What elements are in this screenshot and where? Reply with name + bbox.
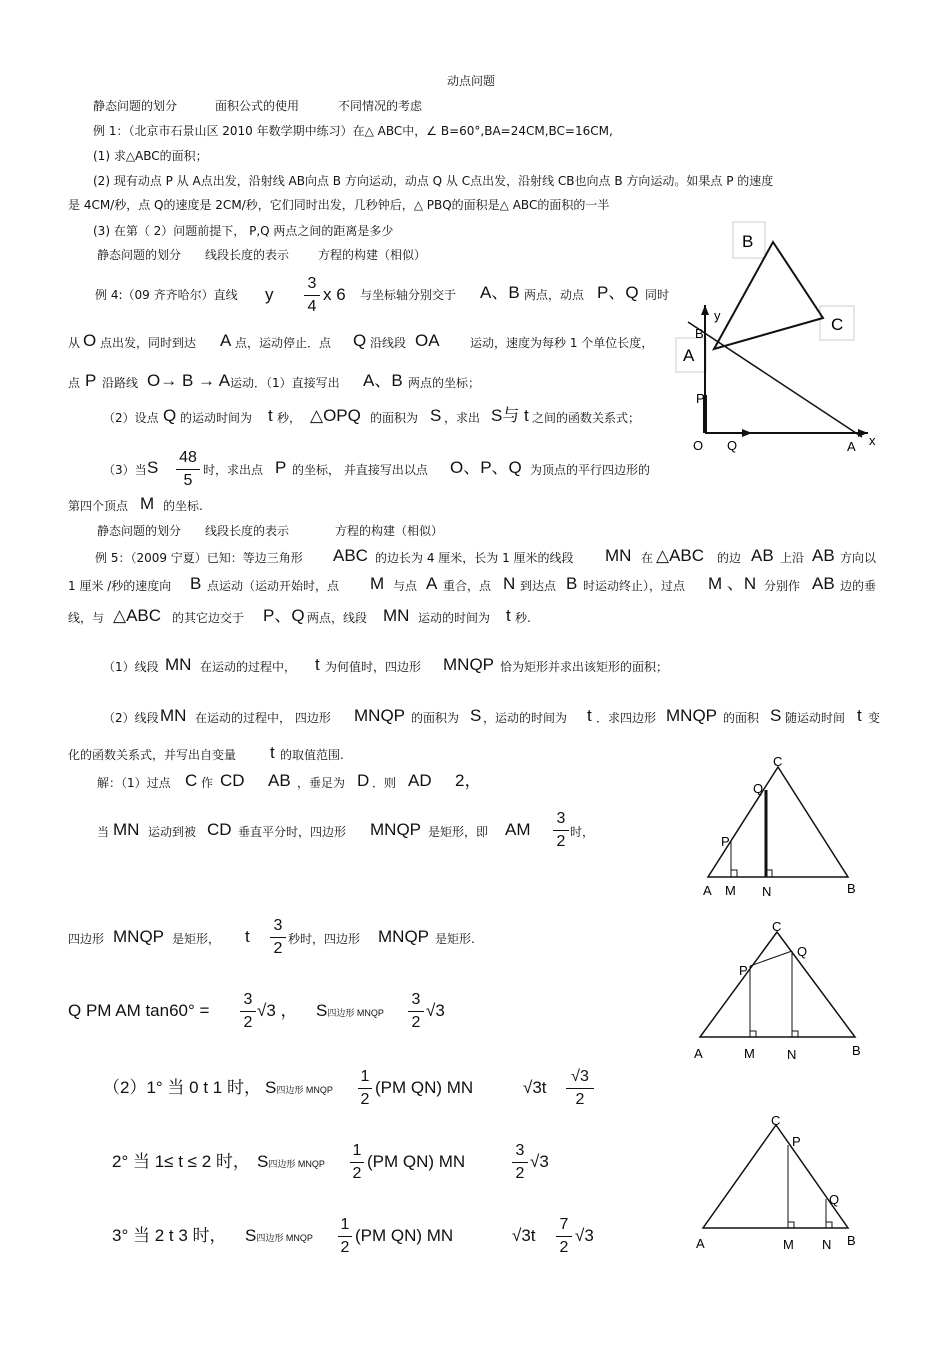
ex1-q3: (3) 在第（ 2）问题前提下， P,Q 两点之间的距离是多少 — [93, 224, 394, 238]
sol-s1b: 作 — [201, 776, 214, 790]
sol-c3-half: 1 2 — [338, 1215, 352, 1258]
ex5-q2j: 的取值范围. — [280, 748, 344, 762]
ex5-q2i: 化的函数关系式，并写出自变量 — [68, 748, 237, 762]
ex4-l1d: 同时 — [645, 288, 670, 302]
sol-s2b: 运动到被 — [148, 825, 197, 839]
ex4-P2: P — [275, 458, 287, 477]
fig4-label-Q: Q — [727, 438, 738, 453]
ex5-q2f: 的面积 — [723, 711, 760, 725]
ex4-l3c: 运动．（1）直接写出 — [230, 376, 340, 390]
sol-t: t — [245, 927, 250, 946]
ex4-l1a: 例 4:（09 齐齐哈尔）直线 — [95, 288, 238, 302]
sol-s3d: 是矩形. — [435, 932, 475, 946]
sol-s3c: 秒时，四边形 — [288, 932, 361, 946]
ex4-l3a: 点 — [68, 376, 81, 390]
sol-c2-frac: 3 2 — [512, 1141, 528, 1184]
sol-D: D — [357, 771, 370, 790]
ex5-q2c: 的面积为 — [411, 711, 460, 725]
sol-s2e: 时， — [570, 825, 595, 839]
ex4-frac-48-5: 48 5 — [176, 448, 200, 491]
ex5-l2f: 时运动终止），过点 — [583, 579, 686, 593]
ex5-triABC2: △ABC — [113, 606, 162, 625]
fig4-label-C: C — [831, 315, 844, 334]
fig5a-label-N: N — [762, 884, 772, 899]
sol-c1a: （2）1° 当 0 t 1 时， — [103, 1078, 261, 1097]
ex5-l2d: 重合，点 — [443, 579, 492, 593]
ex5-l2c: 与点 — [393, 579, 418, 593]
ex4-l2e: 运动，速度为每秒 1 个单位长度， — [470, 336, 654, 350]
sol-s2c: 垂直平分时，四边形 — [238, 825, 347, 839]
sol-c1b: (PM QN) MN — [375, 1078, 474, 1097]
ex5-l2e: 到达点 — [520, 579, 557, 593]
sol-s2a: 当 — [97, 825, 110, 839]
ex5-q1c: 为何值时，四边形 — [325, 660, 422, 674]
ex5-q1a: （1）线段 — [103, 660, 159, 674]
ex5-MN2: M 、N — [708, 574, 757, 593]
ex5-t: t — [506, 606, 511, 625]
fig5c-label-C: C — [771, 1113, 781, 1128]
ex5-l1f: 方向以 — [840, 551, 877, 565]
ex4-l3b: 沿路线 — [102, 376, 139, 390]
ex4-S: S — [430, 406, 442, 425]
ex4-OA: OA — [415, 331, 440, 350]
sol-s2d: 是矩形，即 — [428, 825, 489, 839]
ex5-q2t2: t — [857, 706, 862, 725]
sol-c2-half: 1 2 — [350, 1141, 364, 1184]
topic-3-c: 方程的构建（相似） — [335, 524, 444, 538]
sol-s3b: 是矩形， — [172, 932, 221, 946]
fig4-label-O: O — [693, 438, 704, 453]
ex4-x6: x 6 — [323, 285, 346, 304]
fig4-label-y: y — [714, 308, 721, 323]
ex1-q2b: 是 4CM/秒，点 Q的速度是 2CM/秒，它们同时出发，几秒钟后，△ PBQ的面积是△ ABC的面积的一半 — [68, 198, 610, 212]
ex5-PQ: P、Q — [263, 606, 305, 625]
ex4-t: t — [268, 406, 273, 425]
fig5a-label-Q: Q — [753, 781, 764, 796]
fig5b-label-Q: Q — [797, 944, 808, 959]
ex4-l4c: 秒， — [277, 411, 302, 425]
ex5-q2MNQP: MNQP — [354, 706, 405, 725]
topic-1-a: 静态问题的划分 — [93, 99, 178, 113]
fig5b-label-B: B — [852, 1043, 861, 1058]
sol-MNQP3: MNQP — [378, 927, 429, 946]
fig5b-label-A: A — [694, 1046, 703, 1061]
topic-3-b: 线段长度的表示 — [205, 524, 290, 538]
ex5-q1MNQP: MNQP — [443, 655, 494, 674]
ex5-l3c: 两点，线段 — [307, 611, 368, 625]
ex5-ABC: ABC — [333, 546, 368, 565]
ex5-q2S2: S — [770, 706, 782, 725]
ex5-l1c: 在 — [641, 551, 654, 565]
sol-CD2: CD — [207, 820, 232, 839]
ex4-l5a: （3）当 — [103, 463, 147, 477]
fig4-label-x: x — [869, 433, 876, 448]
ex5-B2: B — [566, 574, 578, 593]
ex4-l2c: 点，运动停止．点 — [235, 336, 332, 350]
ex5-q2MN: MN — [160, 706, 187, 725]
ex5-l1d: 的边 — [717, 551, 742, 565]
fig5c-label-M: M — [783, 1237, 794, 1252]
sol-c2c: √3 — [530, 1152, 549, 1171]
sol-eq1c: √3 — [426, 1001, 445, 1020]
ex5-q2g: 随运动时间 — [785, 711, 846, 725]
ex5-l1a: 例 5：（2009 宁夏）已知：等边三角形 — [95, 551, 303, 565]
ex4-l4f: 之间的函数关系式； — [532, 411, 641, 425]
fig4-label-B: B — [695, 326, 704, 341]
ex4-Q2: Q — [163, 406, 177, 425]
ex4-l5d: 为顶点的平行四边形的 — [530, 463, 651, 477]
ex5-q2S: S — [470, 706, 482, 725]
sol-two: 2， — [455, 771, 482, 790]
ex5-MN: MN — [605, 546, 632, 565]
sol-c3-frac: 7 2 — [556, 1215, 572, 1258]
ex4-l6b: 的坐标. — [163, 499, 203, 513]
ex4-l4e: ，求出 — [444, 411, 481, 425]
topic-1-c: 不同情况的考虑 — [338, 99, 423, 113]
fig5a-label-A: A — [703, 883, 712, 898]
sol-s1c: ，垂足为 — [297, 776, 346, 790]
ex5-q2e: ．求四边形 — [596, 711, 657, 725]
ex5-l2h: 边的垂 — [840, 579, 877, 593]
ex5-q2MNQP2: MNQP — [666, 706, 717, 725]
ex1-q1: (1) 求△ABC的面积； — [93, 149, 208, 163]
ex4-A: A — [220, 331, 232, 350]
ex5-l1b: 的边长为 4 厘米，长为 1 厘米的线段 — [375, 551, 574, 565]
ex5-q1t: t — [315, 655, 320, 674]
ex5-q1MN: MN — [165, 655, 192, 674]
ex5-M: M — [370, 574, 385, 593]
ex4-l4b: 的运动时间为 — [180, 411, 253, 425]
sol-C: C — [185, 771, 198, 790]
ex5-q1b: 在运动的过程中， — [200, 660, 297, 674]
sol-c1-half: 1 2 — [358, 1067, 372, 1110]
fig5c-label-B: B — [847, 1233, 856, 1248]
ex5-AB: AB — [751, 546, 774, 565]
fig4-label-P: P — [696, 391, 705, 406]
ex4-M: M — [140, 494, 155, 513]
sol-c1S: S四边形 MNQP — [265, 1078, 333, 1097]
ex5-MN3: MN — [383, 606, 410, 625]
sol-AD: AD — [408, 771, 432, 790]
ex5-triABC: △ABC — [656, 546, 705, 565]
ex4-l4a: （2）设点 — [103, 411, 159, 425]
sol-eq1-frac2: 3 2 — [408, 990, 424, 1033]
sol-c2b: (PM QN) MN — [367, 1152, 466, 1171]
ex4-l2d: 沿线段 — [370, 336, 407, 350]
ex4-l2b: 点出发，同时到达 — [100, 336, 197, 350]
ex1-intro: 例 1：（北京市石景山区 2010 年数学期中练习）在△ ABC中，∠ B=60°,BA=24CM,BC=16CM, — [93, 124, 613, 138]
ex4-AB2: A、B — [363, 371, 403, 390]
sol-s3a: 四边形 — [68, 932, 105, 946]
ex4-OPQ: △OPQ — [310, 406, 361, 425]
ex4-OPQ2: O、P、Q — [450, 458, 522, 477]
fig4-label-A: A — [847, 439, 856, 454]
sol-s1d: ．则 — [372, 776, 397, 790]
ex4-route: O→ B → A — [147, 371, 231, 390]
fig5b-label-C: C — [772, 919, 782, 934]
sol-c3b: (PM QN) MN — [355, 1226, 454, 1245]
ex5-l3b: 的其它边交于 — [172, 611, 245, 625]
fig5b-label-N: N — [787, 1047, 797, 1062]
fig5c-right-angle-m — [788, 1222, 794, 1228]
ex4-l3d: 两点的坐标； — [408, 376, 481, 390]
sol-c1-result: √3 2 — [566, 1067, 594, 1110]
fig4-label-A-left: A — [683, 346, 695, 365]
fig5c-label-A: A — [696, 1236, 705, 1251]
ex5-q2t3: t — [270, 743, 275, 762]
sol-c3d: √3 — [575, 1226, 594, 1245]
fig5a-label-C: C — [773, 754, 783, 769]
topic-2-a: 静态问题的划分 — [97, 248, 182, 262]
ex4-y: y — [265, 285, 274, 304]
ex5-q2b: 在运动的过程中， 四边形 — [195, 711, 331, 725]
ex5-l2a: 1 厘米 /秒的速度向 — [68, 579, 172, 593]
fig5a-label-B: B — [847, 881, 856, 896]
ex5-q1d: 恰为矩形并求出该矩形的面积； — [500, 660, 669, 674]
sol-eq1a: Q PM AM tan60° = — [68, 1001, 210, 1020]
page-title: 动点问题 — [447, 74, 496, 88]
ex4-O: O — [83, 331, 97, 350]
fig5a-label-P: P — [721, 834, 730, 849]
fig5b-label-P: P — [739, 963, 748, 978]
sol-c1c: √3t — [523, 1078, 547, 1097]
ex4-l2a: 从 — [68, 336, 81, 350]
sol-CD: CD — [220, 771, 245, 790]
ex5-AB2: AB — [812, 546, 835, 565]
sol-MN: MN — [113, 820, 140, 839]
ex5-l1e: 上沿 — [780, 551, 805, 565]
topic-1-b: 面积公式的使用 — [215, 99, 300, 113]
ex4-Q: Q — [353, 331, 367, 350]
ex5-q2t: t — [587, 706, 592, 725]
ex5-q2a: （2）线段 — [103, 711, 159, 725]
fig5c-label-Q: Q — [829, 1192, 840, 1207]
topic-2-b: 线段长度的表示 — [205, 248, 290, 262]
sol-c3S: S四边形 MNQP — [245, 1226, 313, 1245]
fig5c-label-P: P — [792, 1134, 801, 1149]
sol-c2a: 2° 当 1≤ t ≤ 2 时， — [112, 1152, 250, 1171]
sol-eq1-frac: 3 2 — [240, 990, 256, 1033]
sol-c3a: 3° 当 2 t 3 时， — [112, 1226, 227, 1245]
topic-2-c: 方程的构建（相似） — [318, 248, 427, 262]
ex4-frac-3-4: 3 4 — [304, 274, 320, 317]
ex5-B: B — [190, 574, 202, 593]
ex4-P: P — [85, 371, 97, 390]
ex4-l4d: 的面积为 — [370, 411, 419, 425]
ex4-St: S与 t — [491, 406, 529, 425]
ex5-N: N — [503, 574, 516, 593]
sol-s1a: 解：（1）过点 — [97, 776, 171, 790]
sol-c2S: S四边形 MNQP — [257, 1152, 325, 1171]
fig5a-label-M: M — [725, 883, 736, 898]
ex1-q2a: (2) 现有动点 P 从 A点出发，沿射线 AB向点 B 方向运动，动点 Q 从 C点出发，沿射线 CB也向点 B 方向运动。如果点 P 的速度 — [93, 174, 774, 188]
ex5-l3d: 运动的时间为 — [418, 611, 491, 625]
ex5-l3e: 秒. — [515, 611, 531, 625]
fig5b-label-M: M — [744, 1046, 755, 1061]
ex5-l2g: 分别作 — [764, 579, 801, 593]
ex5-A: A — [426, 574, 438, 593]
fig5c-label-N: N — [822, 1237, 832, 1252]
ex4-l1c: 两点，动点 — [524, 288, 585, 302]
sol-AM: AM — [505, 820, 531, 839]
sol-frac-3-2-a: 3 2 — [553, 809, 569, 852]
fig4-label-B-top: B — [742, 232, 754, 251]
ex5-l2b: 点运动（运动开始时，点 — [207, 579, 340, 593]
ex4-l6a: 第四个顶点 — [68, 499, 129, 513]
ex5-q2h: 变 — [868, 711, 881, 725]
sol-MNQP2: MNQP — [113, 927, 164, 946]
ex4-S2: S — [147, 458, 159, 477]
sol-AB: AB — [268, 771, 291, 790]
ex5-q2d: ，运动的时间为 — [483, 711, 568, 725]
topic-3-a: 静态问题的划分 — [97, 524, 182, 538]
ex4-l1b: 与坐标轴分别交于 — [360, 288, 457, 302]
sol-frac-3-2-b: 3 2 — [270, 916, 286, 959]
sol-c3c: √3t — [512, 1226, 536, 1245]
ex4-PQ: P、Q — [597, 283, 639, 302]
ex4-l5c: 的坐标， 并直接写出以点 — [292, 463, 428, 477]
ex5-l3a: 线，与 — [68, 611, 105, 625]
sol-eq1S: S四边形 MNQP — [316, 1001, 384, 1020]
ex5-AB3: AB — [812, 574, 835, 593]
sol-MNQP: MNQP — [370, 820, 421, 839]
ex4-l5b: 时，求出点 — [203, 463, 264, 477]
ex4-AB: A、B — [480, 283, 520, 302]
fig5c-right-angle-n — [826, 1222, 832, 1228]
sol-eq1b: √3 ， — [257, 1001, 298, 1020]
